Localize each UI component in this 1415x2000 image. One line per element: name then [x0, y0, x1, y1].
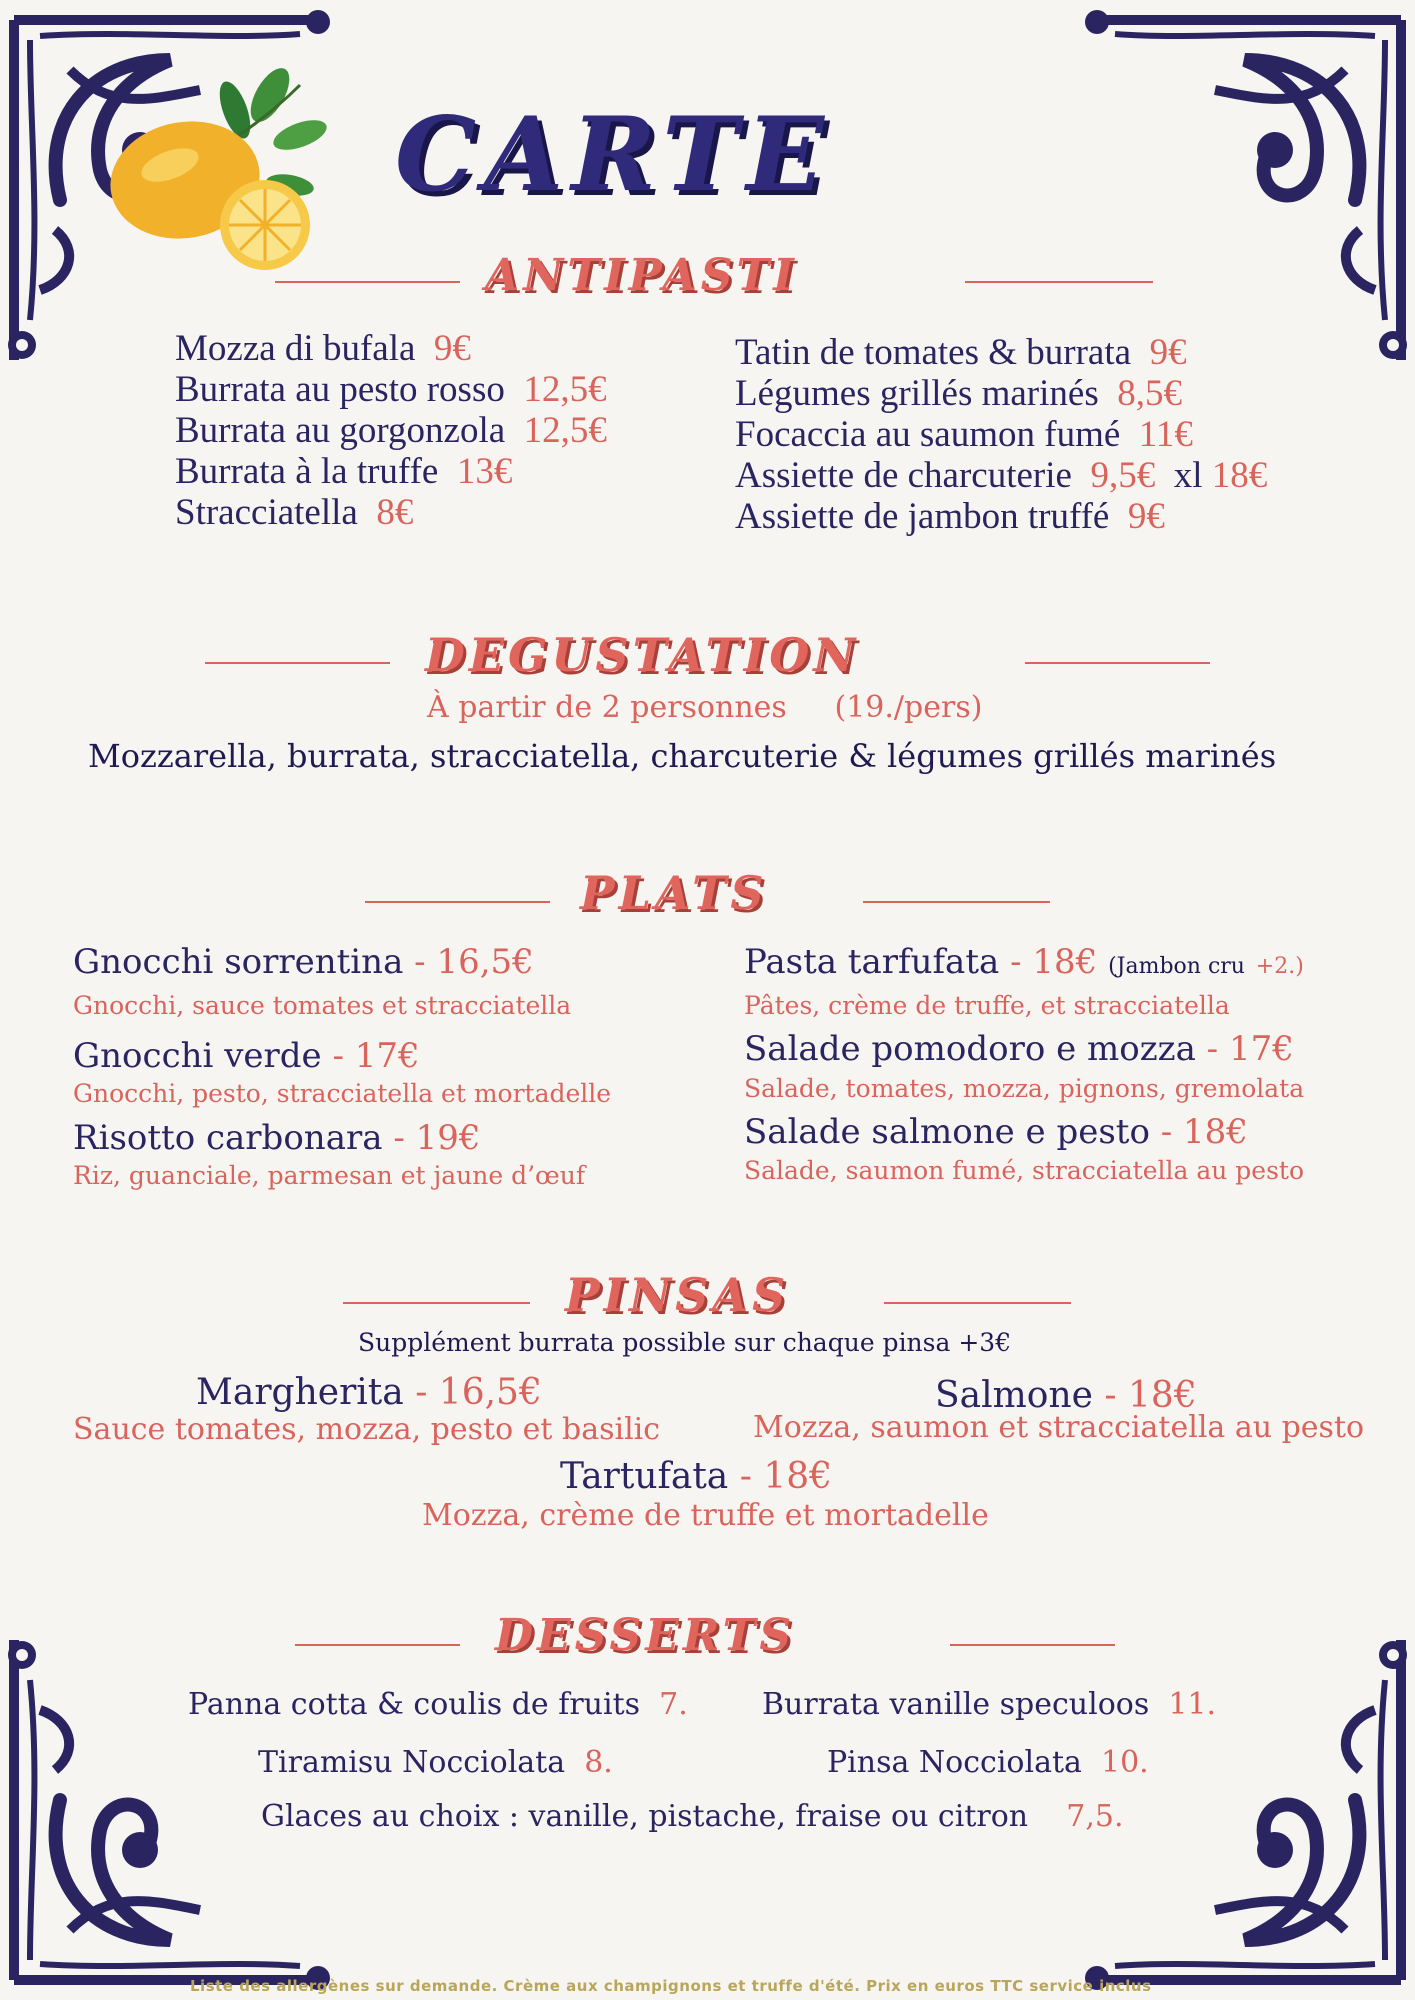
corner-ornament-top-right	[1085, 0, 1415, 380]
menu-item: Focaccia au saumon fumé 11€	[735, 414, 1193, 455]
pinsa-name: Salmone - 18€	[935, 1375, 1197, 1416]
plat-description: Riz, guanciale, parmesan et jaune d’œuf	[73, 1161, 586, 1190]
menu-item: Burrata au gorgonzola 12,5€	[175, 410, 607, 451]
pinsa-name: Tartufata - 18€	[560, 1456, 833, 1497]
section-title-pinsas: PINSAS	[565, 1268, 790, 1322]
plat-description: Salade, saumon fumé, stracciatella au pesto	[744, 1156, 1305, 1185]
divider	[950, 1644, 1115, 1646]
plat-name: Pasta tarfufata - 18€ (Jambon cru +2.)	[744, 942, 1304, 982]
plat-name: Gnocchi verde - 17€	[73, 1036, 420, 1076]
menu-item: Burrata au pesto rosso 12,5€	[175, 369, 607, 410]
divider	[205, 662, 390, 664]
lemon-illustration	[100, 55, 330, 279]
plat-name: Salade pomodoro e mozza - 17€	[744, 1029, 1294, 1069]
dessert-item: Panna cotta & coulis de fruits 7.	[188, 1687, 688, 1722]
dessert-item: Tiramisu Nocciolata 8.	[258, 1745, 613, 1780]
menu-item: Assiette de jambon truffé 9€	[735, 496, 1165, 537]
plat-description: Salade, tomates, mozza, pignons, gremolata	[744, 1074, 1305, 1103]
menu-item: Stracciatella 8€	[175, 492, 414, 533]
dessert-item: Pinsa Nocciolata 10.	[827, 1745, 1149, 1780]
corner-ornament-bottom-right	[1085, 1620, 1415, 2000]
menu-item: Mozza di bufala 9€	[175, 328, 471, 369]
plat-description: Gnocchi, pesto, stracciatella et mortadelle	[73, 1079, 612, 1108]
pinsa-description: Mozza, crème de truffe et mortadelle	[422, 1498, 989, 1533]
dessert-item: Burrata vanille speculoos 11.	[762, 1687, 1217, 1722]
pinsa-supplement-note: Supplément burrata possible sur chaque pinsa +3€	[358, 1328, 1012, 1357]
menu-item: Légumes grillés marinés 8,5€	[735, 373, 1182, 414]
section-title-plats: PLATS	[580, 866, 768, 920]
pinsa-description: Sauce tomates, mozza, pesto et basilic	[73, 1412, 661, 1447]
section-title-desserts: DESSERTS	[495, 1610, 796, 1661]
menu-item: Burrata à la truffe 13€	[175, 451, 513, 492]
divider	[965, 281, 1153, 283]
degustation-description: Mozzarella, burrata, stracciatella, charcuterie & légumes grillés marinés	[88, 737, 1277, 775]
footer-note: Liste des allergènes sur demande. Crème aux champignons et truffe d'été. Prix en euros TTC service inclus	[190, 1977, 1152, 1995]
divider	[863, 901, 1050, 903]
divider	[365, 901, 550, 903]
divider	[1025, 662, 1210, 664]
pinsa-name: Margherita - 16,5€	[196, 1372, 542, 1413]
section-title-degustation: DEGUSTATION	[425, 628, 860, 682]
menu-item: Assiette de charcuterie 9,5€ xl 18€	[735, 455, 1268, 496]
divider	[295, 1644, 460, 1646]
divider	[884, 1302, 1071, 1304]
section-title-antipasti: ANTIPASTI	[485, 250, 798, 301]
divider	[343, 1302, 530, 1304]
menu-title: CARTE	[395, 95, 832, 215]
plat-description: Gnocchi, sauce tomates et stracciatella	[73, 991, 572, 1020]
plat-name: Salade salmone e pesto - 18€	[744, 1112, 1248, 1152]
menu-item: Tatin de tomates & burrata 9€	[735, 332, 1187, 373]
plat-name: Risotto carbonara - 19€	[73, 1118, 481, 1158]
degustation-subtitle: À partir de 2 personnes (19./pers)	[427, 690, 983, 725]
pinsa-description: Mozza, saumon et stracciatella au pesto	[753, 1410, 1365, 1445]
dessert-item: Glaces au choix : vanille, pistache, fraise ou citron 7,5.	[261, 1799, 1124, 1834]
plat-name: Gnocchi sorrentina - 16,5€	[73, 942, 534, 982]
plat-description: Pâtes, crème de truffe, et stracciatella	[744, 991, 1230, 1020]
divider	[275, 281, 460, 283]
